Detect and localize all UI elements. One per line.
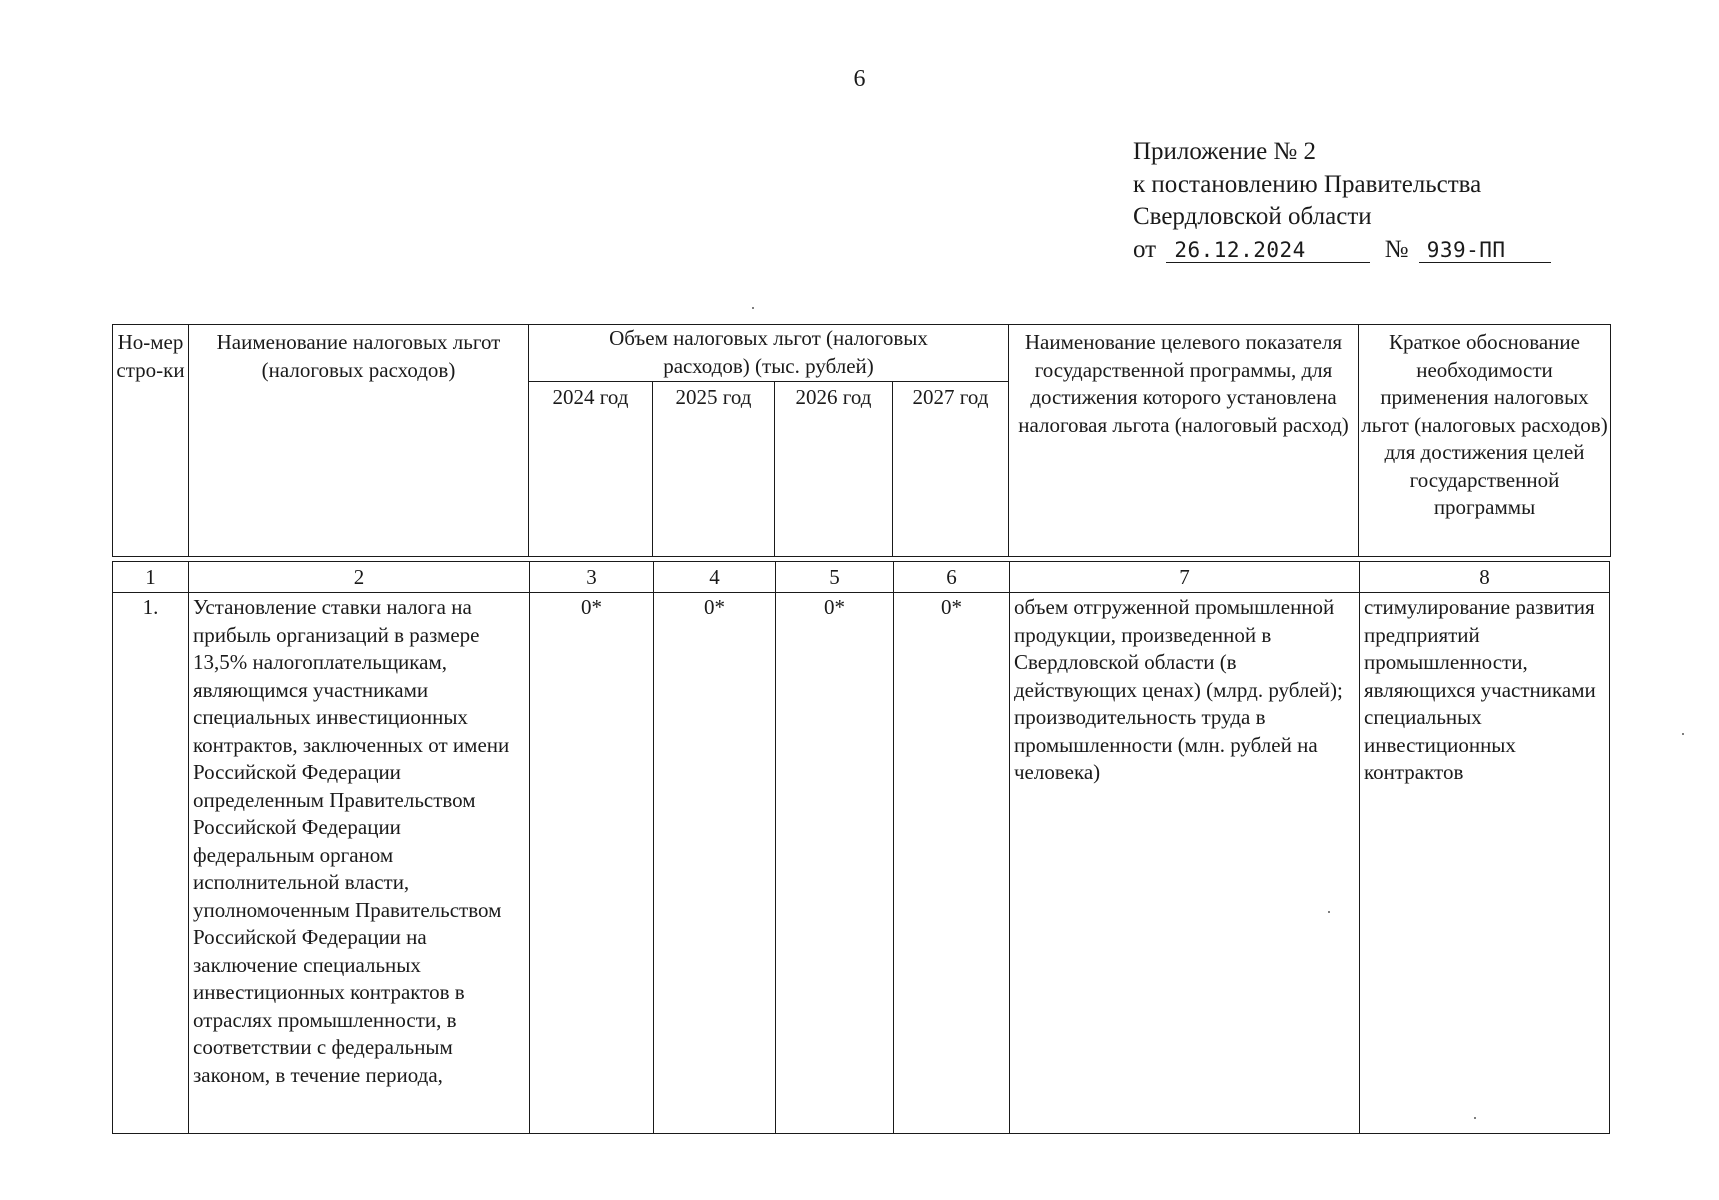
header-benefit-name: Наименование налоговых льгот (налоговых расходов) [189,325,529,557]
row-number: 1. [113,593,189,1134]
resolution-number: 939-ПП [1419,238,1551,263]
table-row [113,593,1610,1134]
column-number: 2 [189,562,530,593]
header-volume: Объем налоговых льгот (налоговых расходов) (тыс. рублей) [529,325,1009,382]
column-number: 1 [113,562,189,593]
scan-speck [1682,733,1684,735]
header-year-2024: 2024 год [529,382,653,557]
header-justification: Краткое обоснование необходимости применения налоговых льгот (налоговых расходов) для достижения целей государственной программы [1359,325,1611,557]
table-body [112,561,1610,1134]
appendix-block [1133,136,1551,266]
header-year-2026: 2026 год [775,382,893,557]
column-number: 8 [1360,562,1610,593]
appendix-line-resolution: к постановлению Правительства [1133,170,1482,198]
resolution-date: 26.12.2024 [1166,238,1370,263]
benefit-name-cell: Установление ставки налога на прибыль организаций в размере 13,5% налогоплательщикам, являющимся участниками специальных инвестиционных контрактов, заключенных от имени Российской Федерации определенным Правительством Российской Федерации федеральным органом исполнительной власти, уполномоченным Правительством Российской Федерации на заключение специальных инвестиционных контрактов в отраслях промышленности, в соответствии с федеральным законом, в течение периода, [189,593,530,1134]
date-prefix: от [1133,235,1157,263]
scan-speck [752,307,754,309]
column-number: 7 [1010,562,1360,593]
number-prefix: № [1384,235,1409,263]
header-year-2025: 2025 год [653,382,775,557]
target-indicator-cell: объем отгруженной промышленной продукции, произведенной в Свердловской области (в действующих ценах) (млрд. рублей); производительность труда в промышленности (млн. рублей на человека) [1010,593,1360,1134]
page-number: 6 [853,66,866,92]
appendix-line-region: Свердловской области [1133,203,1372,230]
column-number: 5 [776,562,894,593]
column-number: 6 [894,562,1010,593]
value-2026: 0* [776,593,894,1134]
justification-cell: стимулирование развития предприятий промышленности, являющихся участниками специальных инвестиционных контрактов [1360,593,1610,1134]
value-2025: 0* [654,593,776,1134]
header-year-2027: 2027 год [893,382,1009,557]
appendix-date-line [1133,234,1551,267]
appendix-title: Приложение № 2 [1133,138,1317,165]
column-number: 4 [654,562,776,593]
table-header [112,324,1611,557]
value-2024: 0* [530,593,654,1134]
header-target-indicator: Наименование целевого показателя государственной программы, для достижения которого установлена налоговая льгота (налоговый расход) [1009,325,1359,557]
column-number-row [113,562,1610,593]
column-number: 3 [530,562,654,593]
header-row-number: Но-мер стро-ки [113,325,189,557]
value-2027: 0* [894,593,1010,1134]
